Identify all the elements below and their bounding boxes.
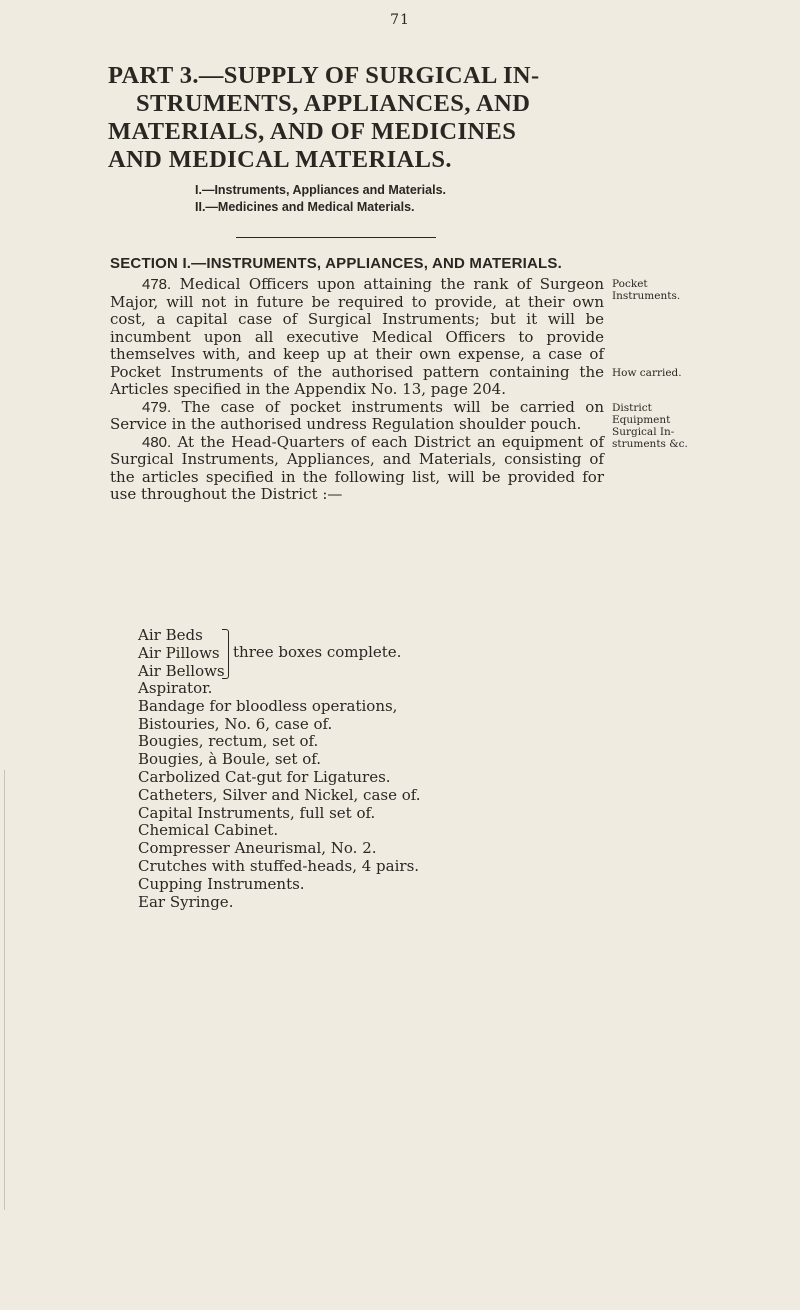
list-item: Cupping Instruments. [138, 874, 305, 893]
brace-mark [222, 629, 229, 679]
list-item: Bistouries, No. 6, case of. [138, 714, 333, 733]
list-item: Air Pillows [138, 643, 220, 662]
section-heading: SECTION I.—INSTRUMENTS, APPLIANCES, AND MATERIALS. [110, 255, 562, 272]
contents-item: II.—Medicines and Medical Materials. [195, 200, 415, 214]
list-item: Air Bellows [138, 661, 225, 680]
part-title [108, 62, 578, 174]
list-item: Chemical Cabinet. [138, 821, 279, 840]
list-item: Bougies, à Boule, set of. [138, 750, 322, 769]
paragraph-number: 478. [142, 276, 172, 293]
list-item: Aspirator. [138, 679, 213, 697]
list-item: Catheters, Silver and Nickel, case of. [138, 785, 421, 804]
margin-note-district-equipment: District Equipment Surgical In- struments &c. [612, 402, 688, 450]
brace-note: three boxes complete. [233, 643, 402, 661]
paragraph-text: The case of pocket instruments will be carried on Service in the authorised undress Regulation shoulder pouch. [110, 397, 604, 433]
list-item: Air Beds [138, 626, 203, 644]
section-body [110, 276, 604, 504]
contents-list [195, 182, 446, 216]
divider-rule [236, 237, 436, 238]
margin-note-pocket-instruments: Pocket Instruments. [612, 278, 681, 302]
list-item: Bandage for bloodless operations, [138, 696, 398, 715]
page-number: 71 [390, 12, 410, 28]
list-item: Crutches with stuffed-heads, 4 pairs. [138, 856, 420, 875]
list-item: Capital Instruments, full set of. [138, 803, 376, 822]
list-item: Carbolized Cat-gut for Ligatures. [138, 767, 391, 786]
paragraph-number: 479. [142, 398, 172, 416]
paragraph-text: Medical Officers upon attaining the rank of Surgeon Major, will not in future be required to provide, at their own cost, a capital case of Surgical Instruments; but it will be incumbent upon all executive Medical Officers to provide themselves with, and keep up at their own expense, a case of Pocket Instruments of the authorised pattern containing the Articles specified in the Appendix No. 13, page 204. [110, 275, 604, 398]
paragraph-480 [110, 434, 604, 504]
paragraph-number: 480. [142, 433, 172, 451]
margin-note-how-carried: How carried. [612, 367, 682, 379]
equipment-list [138, 627, 538, 911]
list-item: Ear Syringe. [138, 892, 234, 911]
contents-item: I.—Instruments, Appliances and Materials. [195, 183, 446, 197]
paragraph-479 [110, 399, 604, 434]
list-item: Compresser Aneurismal, No. 2. [138, 839, 377, 858]
page-edge-shadow [4, 770, 5, 1210]
part-title-line-4: AND MEDICAL MATERIALS. [108, 146, 452, 173]
part-title-line-1: PART 3.—SUPPLY OF SURGICAL IN- [108, 62, 540, 89]
bracketed-items [138, 627, 538, 680]
paragraph-478 [110, 276, 604, 399]
part-title-line-2: STRUMENTS, APPLIANCES, AND [136, 90, 531, 117]
paragraph-text: At the Head-Quarters of each District an equipment of Surgical Instruments, Appliances, and Materials, consisting of the articles specified in the following list, will be provided for use throughout the District :— [110, 432, 604, 503]
part-title-line-3: MATERIALS, AND OF MEDICINES [108, 118, 517, 145]
list-item: Bougies, rectum, set of. [138, 732, 319, 751]
